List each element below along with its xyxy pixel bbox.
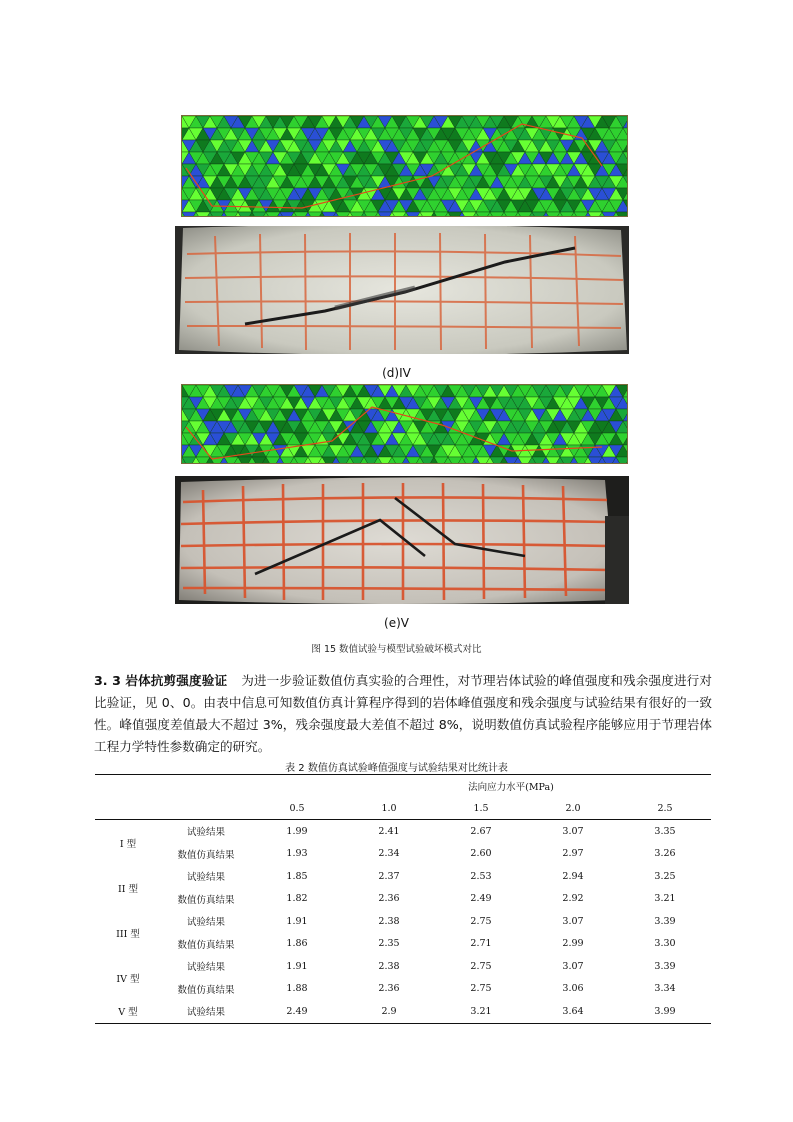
mesh-element bbox=[378, 212, 392, 217]
mesh-element bbox=[602, 212, 616, 217]
mesh-element bbox=[616, 212, 628, 217]
mesh-element bbox=[308, 212, 322, 217]
subcaption-e: (e)V bbox=[384, 616, 409, 630]
table-cell: 1.88 bbox=[286, 983, 308, 995]
row-type: V 型 bbox=[95, 1000, 161, 1023]
row-type: I 型 bbox=[119, 838, 137, 850]
mesh-element bbox=[532, 212, 546, 217]
table-cell: 2.94 bbox=[562, 870, 584, 882]
col-header: 1.5 bbox=[435, 797, 527, 820]
row-type: IV 型 bbox=[116, 973, 140, 985]
photo-figure-e bbox=[175, 476, 629, 604]
col-header: 2.5 bbox=[619, 797, 711, 820]
table-cell: 2.71 bbox=[470, 938, 492, 950]
mesh-element bbox=[182, 212, 196, 217]
photo-d-svg bbox=[175, 226, 629, 354]
mesh-element bbox=[336, 212, 350, 217]
mesh-element bbox=[238, 212, 252, 217]
table-cell: 3.25 bbox=[654, 870, 676, 882]
row-label: 数值仿真结果 bbox=[177, 984, 235, 996]
table-cell: 1.86 bbox=[286, 938, 308, 950]
table-cell: 3.99 bbox=[619, 1000, 711, 1023]
table-cell: 3.64 bbox=[527, 1000, 619, 1023]
mesh-e-svg bbox=[182, 385, 628, 464]
mesh-figure-d bbox=[181, 115, 628, 217]
mesh-element bbox=[266, 212, 280, 217]
table-cell: 1.85 bbox=[286, 870, 308, 882]
table-cell: 2.75 bbox=[470, 983, 492, 995]
table-cell: 3.35 bbox=[654, 825, 676, 837]
mesh-element bbox=[364, 212, 378, 217]
mesh-element bbox=[280, 212, 294, 217]
table-cell: 2.37 bbox=[378, 870, 400, 882]
table-cell: 2.75 bbox=[470, 915, 492, 927]
mesh-element bbox=[406, 212, 420, 217]
mesh-element bbox=[504, 212, 518, 217]
table-cell: 2.53 bbox=[470, 870, 492, 882]
row-type: III 型 bbox=[116, 928, 140, 940]
table-cell: 2.97 bbox=[562, 848, 584, 860]
mesh-figure-e bbox=[181, 384, 628, 464]
photo-e-svg bbox=[175, 476, 629, 604]
results-table bbox=[95, 774, 711, 1024]
subcaption-d: (d)IV bbox=[382, 366, 411, 380]
table-row bbox=[95, 933, 711, 956]
table-cell: 2.49 bbox=[470, 893, 492, 905]
mesh-element bbox=[196, 212, 210, 217]
row-type: II 型 bbox=[117, 883, 139, 895]
table-row bbox=[95, 1000, 711, 1023]
mesh-element bbox=[434, 212, 448, 217]
section-text: 为进一步验证数值仿真实验的合理性，对节理岩体试验的峰值强度和残余强度进行对比验证，见 0、0。由表中信息可知数值仿真计算程序得到的岩体峰值强度和残余强度与试验结果有很好的一致性。峰值强度差值最大不超过 3%，残余强度最大差值不超过 8%，说明数值仿真试验程序能够应用于节理岩体工程力学特性参数确定的研究。 bbox=[94, 673, 712, 754]
table-cell: 1.91 bbox=[286, 960, 308, 972]
table-row bbox=[95, 820, 711, 843]
mesh-element bbox=[420, 212, 434, 217]
mesh-element bbox=[210, 212, 224, 217]
table-cell: 2.75 bbox=[470, 960, 492, 972]
table-cell: 3.07 bbox=[562, 960, 584, 972]
photo-figure-d bbox=[175, 226, 629, 354]
table-group-header: 法向应力水平(MPa) bbox=[251, 775, 711, 798]
mesh-element bbox=[322, 212, 336, 217]
table-cell: 3.21 bbox=[435, 1000, 527, 1023]
results-table-wrapper bbox=[95, 774, 711, 1024]
table-row bbox=[95, 955, 711, 978]
col-header: 2.0 bbox=[527, 797, 619, 820]
col-header: 0.5 bbox=[251, 797, 343, 820]
table-cell: 2.38 bbox=[378, 960, 400, 972]
mesh-element bbox=[350, 212, 364, 217]
table-cell: 2.34 bbox=[378, 848, 400, 860]
table-cell: 3.34 bbox=[654, 983, 676, 995]
table-cell: 2.67 bbox=[470, 825, 492, 837]
table-cell: 3.06 bbox=[562, 983, 584, 995]
table-row bbox=[95, 978, 711, 1001]
table-cell: 3.39 bbox=[654, 960, 676, 972]
section-heading: 3. 3 岩体抗剪强度验证 bbox=[94, 673, 228, 688]
mesh-element bbox=[518, 212, 532, 217]
row-label: 数值仿真结果 bbox=[177, 939, 235, 951]
row-label: 数值仿真结果 bbox=[177, 849, 235, 861]
mesh-element bbox=[560, 212, 574, 217]
mesh-element bbox=[462, 212, 476, 217]
table-cell: 2.49 bbox=[251, 1000, 343, 1023]
table-cell: 3.30 bbox=[654, 938, 676, 950]
table-row bbox=[95, 865, 711, 888]
table-cell: 3.39 bbox=[654, 915, 676, 927]
table-cell: 2.38 bbox=[378, 915, 400, 927]
mesh-element bbox=[574, 212, 588, 217]
mesh-element bbox=[224, 212, 238, 217]
row-label: 试验结果 bbox=[186, 827, 225, 839]
row-label: 试验结果 bbox=[186, 962, 225, 974]
table-cell: 2.99 bbox=[562, 938, 584, 950]
table-cell: 3.26 bbox=[654, 848, 676, 860]
table-row bbox=[95, 888, 711, 911]
table-cell: 2.60 bbox=[470, 848, 492, 860]
table-cell: 1.99 bbox=[286, 825, 308, 837]
table-cell: 2.41 bbox=[378, 825, 400, 837]
table-row bbox=[95, 843, 711, 866]
row-label: 试验结果 bbox=[186, 917, 225, 929]
table-cell: 3.07 bbox=[562, 825, 584, 837]
table-cell: 2.36 bbox=[378, 893, 400, 905]
table-cell: 2.92 bbox=[562, 893, 584, 905]
table-cell: 3.07 bbox=[562, 915, 584, 927]
table-cell: 2.35 bbox=[378, 938, 400, 950]
row-label: 试验结果 bbox=[186, 872, 225, 884]
row-label: 数值仿真结果 bbox=[177, 894, 235, 906]
row-label: 试验结果 bbox=[161, 1000, 251, 1023]
table-cell: 1.82 bbox=[286, 893, 308, 905]
mesh-d-svg bbox=[182, 116, 628, 217]
figure-caption: 图 15 数值试验与模型试验破坏模式对比 bbox=[311, 644, 482, 655]
table-cell: 1.93 bbox=[286, 848, 308, 860]
mesh-element bbox=[490, 212, 504, 217]
mesh-element bbox=[294, 212, 308, 217]
mesh-element bbox=[448, 212, 462, 217]
section-paragraph bbox=[94, 670, 712, 758]
table-cell: 1.91 bbox=[286, 915, 308, 927]
table-row bbox=[95, 910, 711, 933]
table-header-row bbox=[95, 797, 711, 820]
table-cell: 3.21 bbox=[654, 893, 676, 905]
table-caption: 表 2 数值仿真试验峰值强度与试验结果对比统计表 bbox=[285, 763, 508, 774]
mesh-element bbox=[546, 212, 560, 217]
table-cell: 2.36 bbox=[378, 983, 400, 995]
col-header: 1.0 bbox=[343, 797, 435, 820]
mesh-element bbox=[588, 212, 602, 217]
mesh-element bbox=[392, 212, 406, 217]
mesh-element bbox=[476, 212, 490, 217]
table-cell: 2.9 bbox=[343, 1000, 435, 1023]
mesh-element bbox=[252, 212, 266, 217]
